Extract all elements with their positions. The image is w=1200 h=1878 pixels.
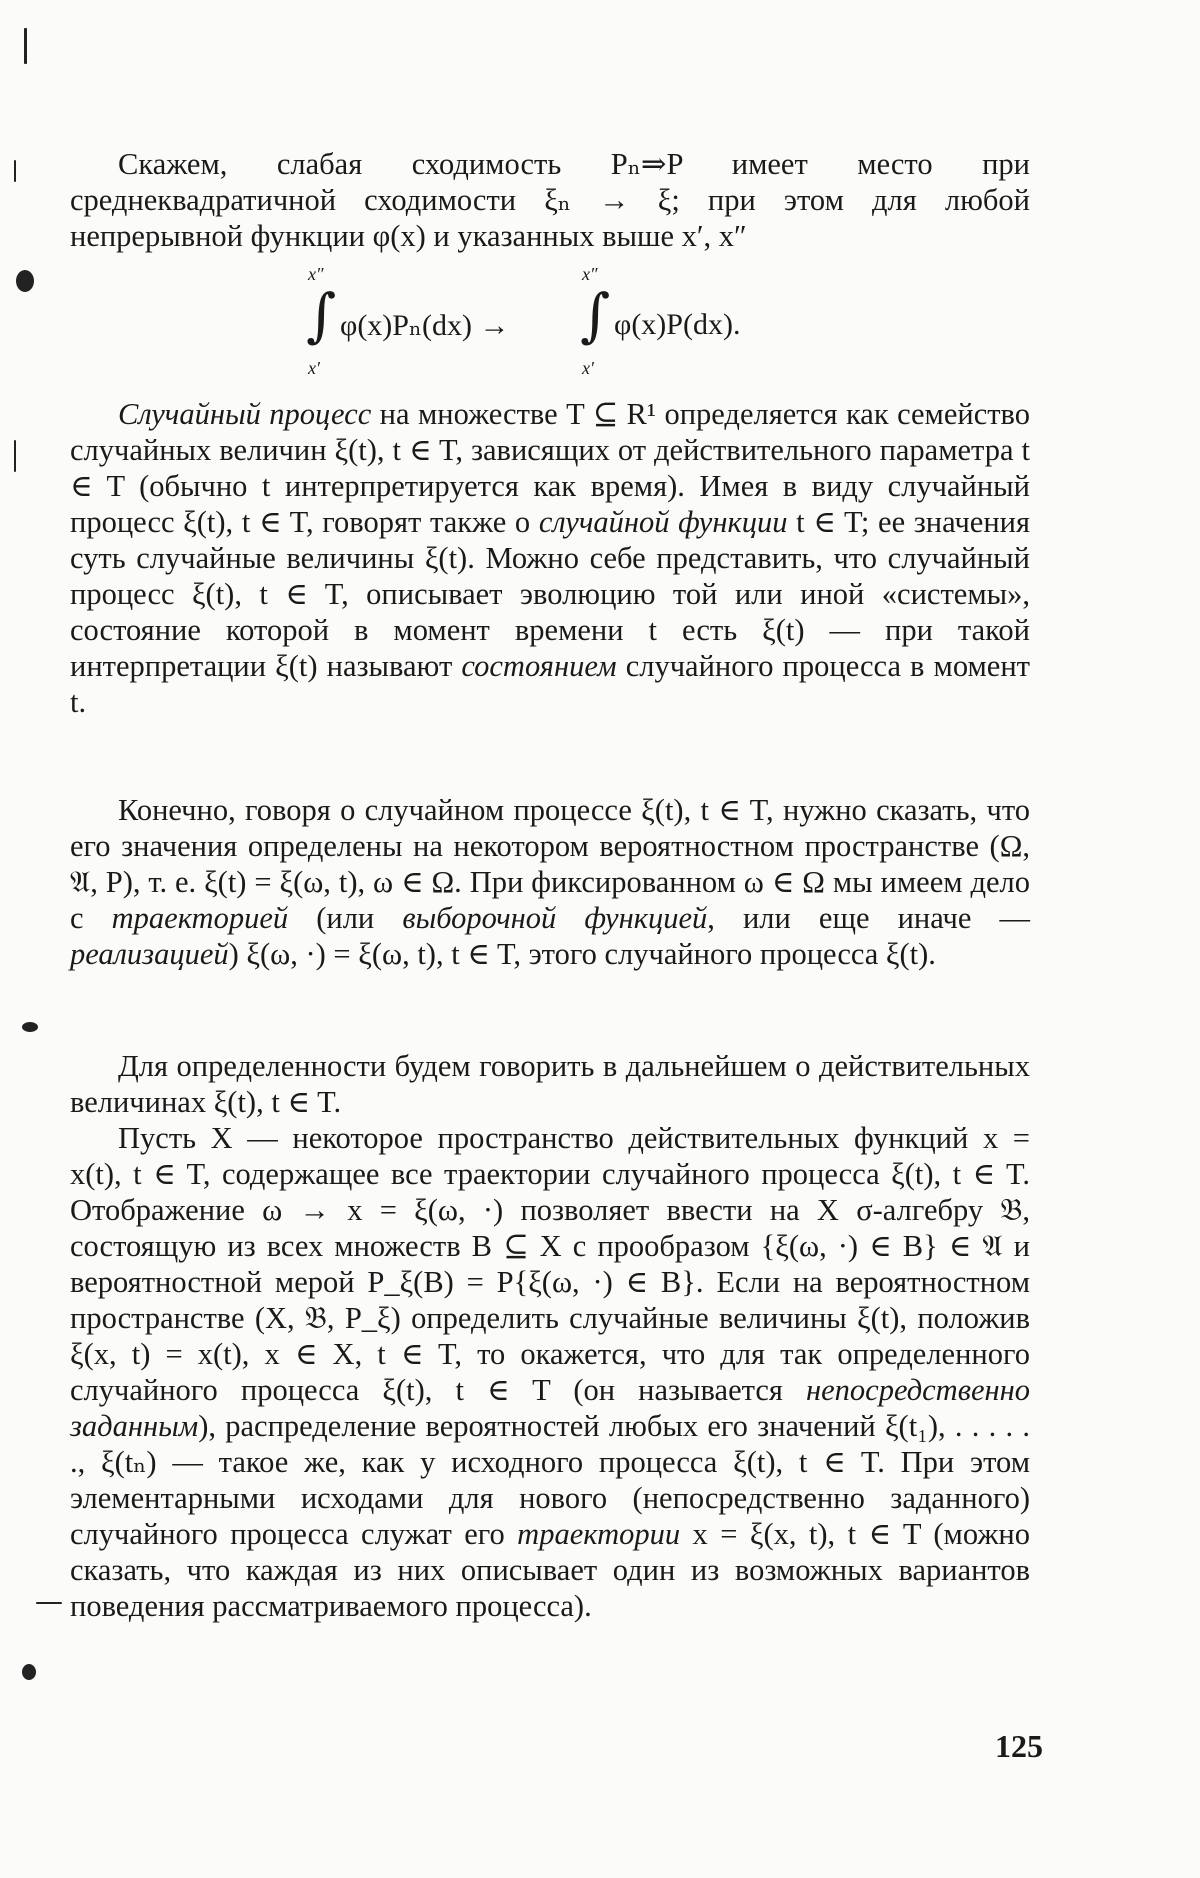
ink-blot-icon	[22, 1664, 36, 1680]
term-realization: реализацией	[70, 937, 229, 971]
margin-mark-icon	[14, 440, 16, 472]
term-directly-defined: непосредственно заданным	[70, 1373, 1030, 1443]
integral-lower-limit: x′	[308, 358, 320, 378]
integral-lower-limit: x′	[582, 358, 594, 378]
paragraph-text	[70, 792, 1030, 972]
paragraph-real-values	[70, 1048, 1030, 1120]
paragraph-function-space	[70, 1120, 1030, 1624]
integral-upper-limit: x″	[582, 264, 598, 284]
page-number: 125	[995, 1728, 1043, 1764]
integral-right-expression: φ(x)P(dx).	[614, 308, 741, 341]
paragraph-text-part: Конечно, говоря о случайном процессе ξ(t), t ∈ T, нужно сказать, что его значения определены на некотором вероятностном пространстве (Ω, 𝔄, P), т. е. ξ(t) = ξ(ω, t), ω ∈ Ω. При фиксированном ω ∈ Ω мы имеем дело с	[70, 793, 1030, 935]
term-state: состоянием	[461, 649, 617, 683]
paragraph-random-process-definition	[70, 396, 1030, 720]
paragraph-text-part: ), распределение вероятностей любых его значений ξ(t₁), . . . . . ., ξ(tₙ) — такое же, как у исходного процесса ξ(t), t ∈ T. При этом элементарными исходами для нового (непосредственно заданного) случайного процесса служат его	[70, 1409, 1030, 1551]
paragraph-text-part: (или	[288, 901, 403, 935]
term-trajectory: траекторией	[111, 901, 289, 935]
term-sample-function: выборочной функцией	[402, 901, 708, 935]
ink-blot-icon	[16, 270, 34, 292]
ink-blot-icon	[22, 1022, 38, 1032]
term-random-process: Случайный процесс	[118, 397, 372, 431]
integral-sign-icon: ∫	[306, 281, 337, 349]
paragraph-text-part: Пусть X — некоторое пространство действительных функций x = x(t), t ∈ T, содержащее все траектории случайного процесса ξ(t), t ∈ T. Отображение ω → x = ξ(ω, ·) позволяет ввести на X σ-алгебру 𝔅, состоящую из всех множеств B ⊆ X с прообразом {ξ(ω, ·) ∈ B} ∈ 𝔄 и вероятностной мерой P_ξ(B) = P{ξ(ω, ·) ∈ B}. Если на вероятностном пространстве (X, 𝔅, P_ξ) определить случайные величины ξ(t), положив ξ(x, t) = x(t), x ∈ X, t ∈ T, то окажется, что для так определенного случайного процесса ξ(t), t ∈ T (он называется	[70, 1121, 1030, 1407]
paragraph-text-part: x = ξ(x, t), t ∈ T (можно сказать, что каждая из них описывает один из возможных вариантов поведения рассматриваемого процесса).	[70, 1517, 1030, 1623]
integral-upper-limit: x″	[308, 264, 324, 284]
margin-mark-icon	[14, 160, 16, 182]
paragraph-text-part: , или еще иначе —	[707, 901, 1030, 935]
margin-mark-icon	[24, 28, 27, 64]
term-random-function: случайной функции	[538, 505, 788, 539]
integral-left-expression: φ(x)Pₙ(dx) →	[340, 309, 510, 342]
margin-mark-icon	[36, 1602, 62, 1604]
paragraph-text-part: случайного процесса в момент t.	[70, 649, 1030, 719]
paragraph-text: Для определенности будем говорить в дальнейшем о действительных величинах ξ(t), t ∈ T.	[70, 1049, 1030, 1119]
term-trajectories: траектории	[517, 1517, 681, 1551]
paragraph-text	[70, 396, 1030, 720]
paragraph-weak-convergence	[70, 146, 1030, 254]
paragraph-text-part: t ∈ T; ее значения суть случайные величины ξ(t). Можно себе представить, что случайный процесс ξ(t), t ∈ T, описывает эволюцию той или иной «системы», состояние которой в момент времени t есть ξ(t) — при такой интерпретации ξ(t) называют	[70, 505, 1030, 683]
paragraph-text-part: ) ξ(ω, ·) = ξ(ω, t), t ∈ T, этого случайного процесса ξ(t).	[228, 937, 936, 971]
integral-formula	[300, 264, 860, 382]
paragraph-text: Скажем, слабая сходимость Pₙ⇒P имеет место при среднеквадратичной сходимости ξₙ → ξ; при этом для любой непрерывной функции φ(x) и указанных выше x′, x″	[70, 147, 1030, 253]
integral-sign-icon: ∫	[580, 281, 611, 349]
paragraph-probability-space	[70, 792, 1030, 972]
paragraph-text	[70, 1120, 1030, 1624]
paragraph-text-part: на множестве T ⊆ R¹ определяется как семейство случайных величин ξ(t), t ∈ T, зависящих от действительного параметра t ∈ T (обычно t интерпретируется как время). Имея в виду случайный процесс ξ(t), t ∈ T, говорят также о	[70, 397, 1030, 539]
